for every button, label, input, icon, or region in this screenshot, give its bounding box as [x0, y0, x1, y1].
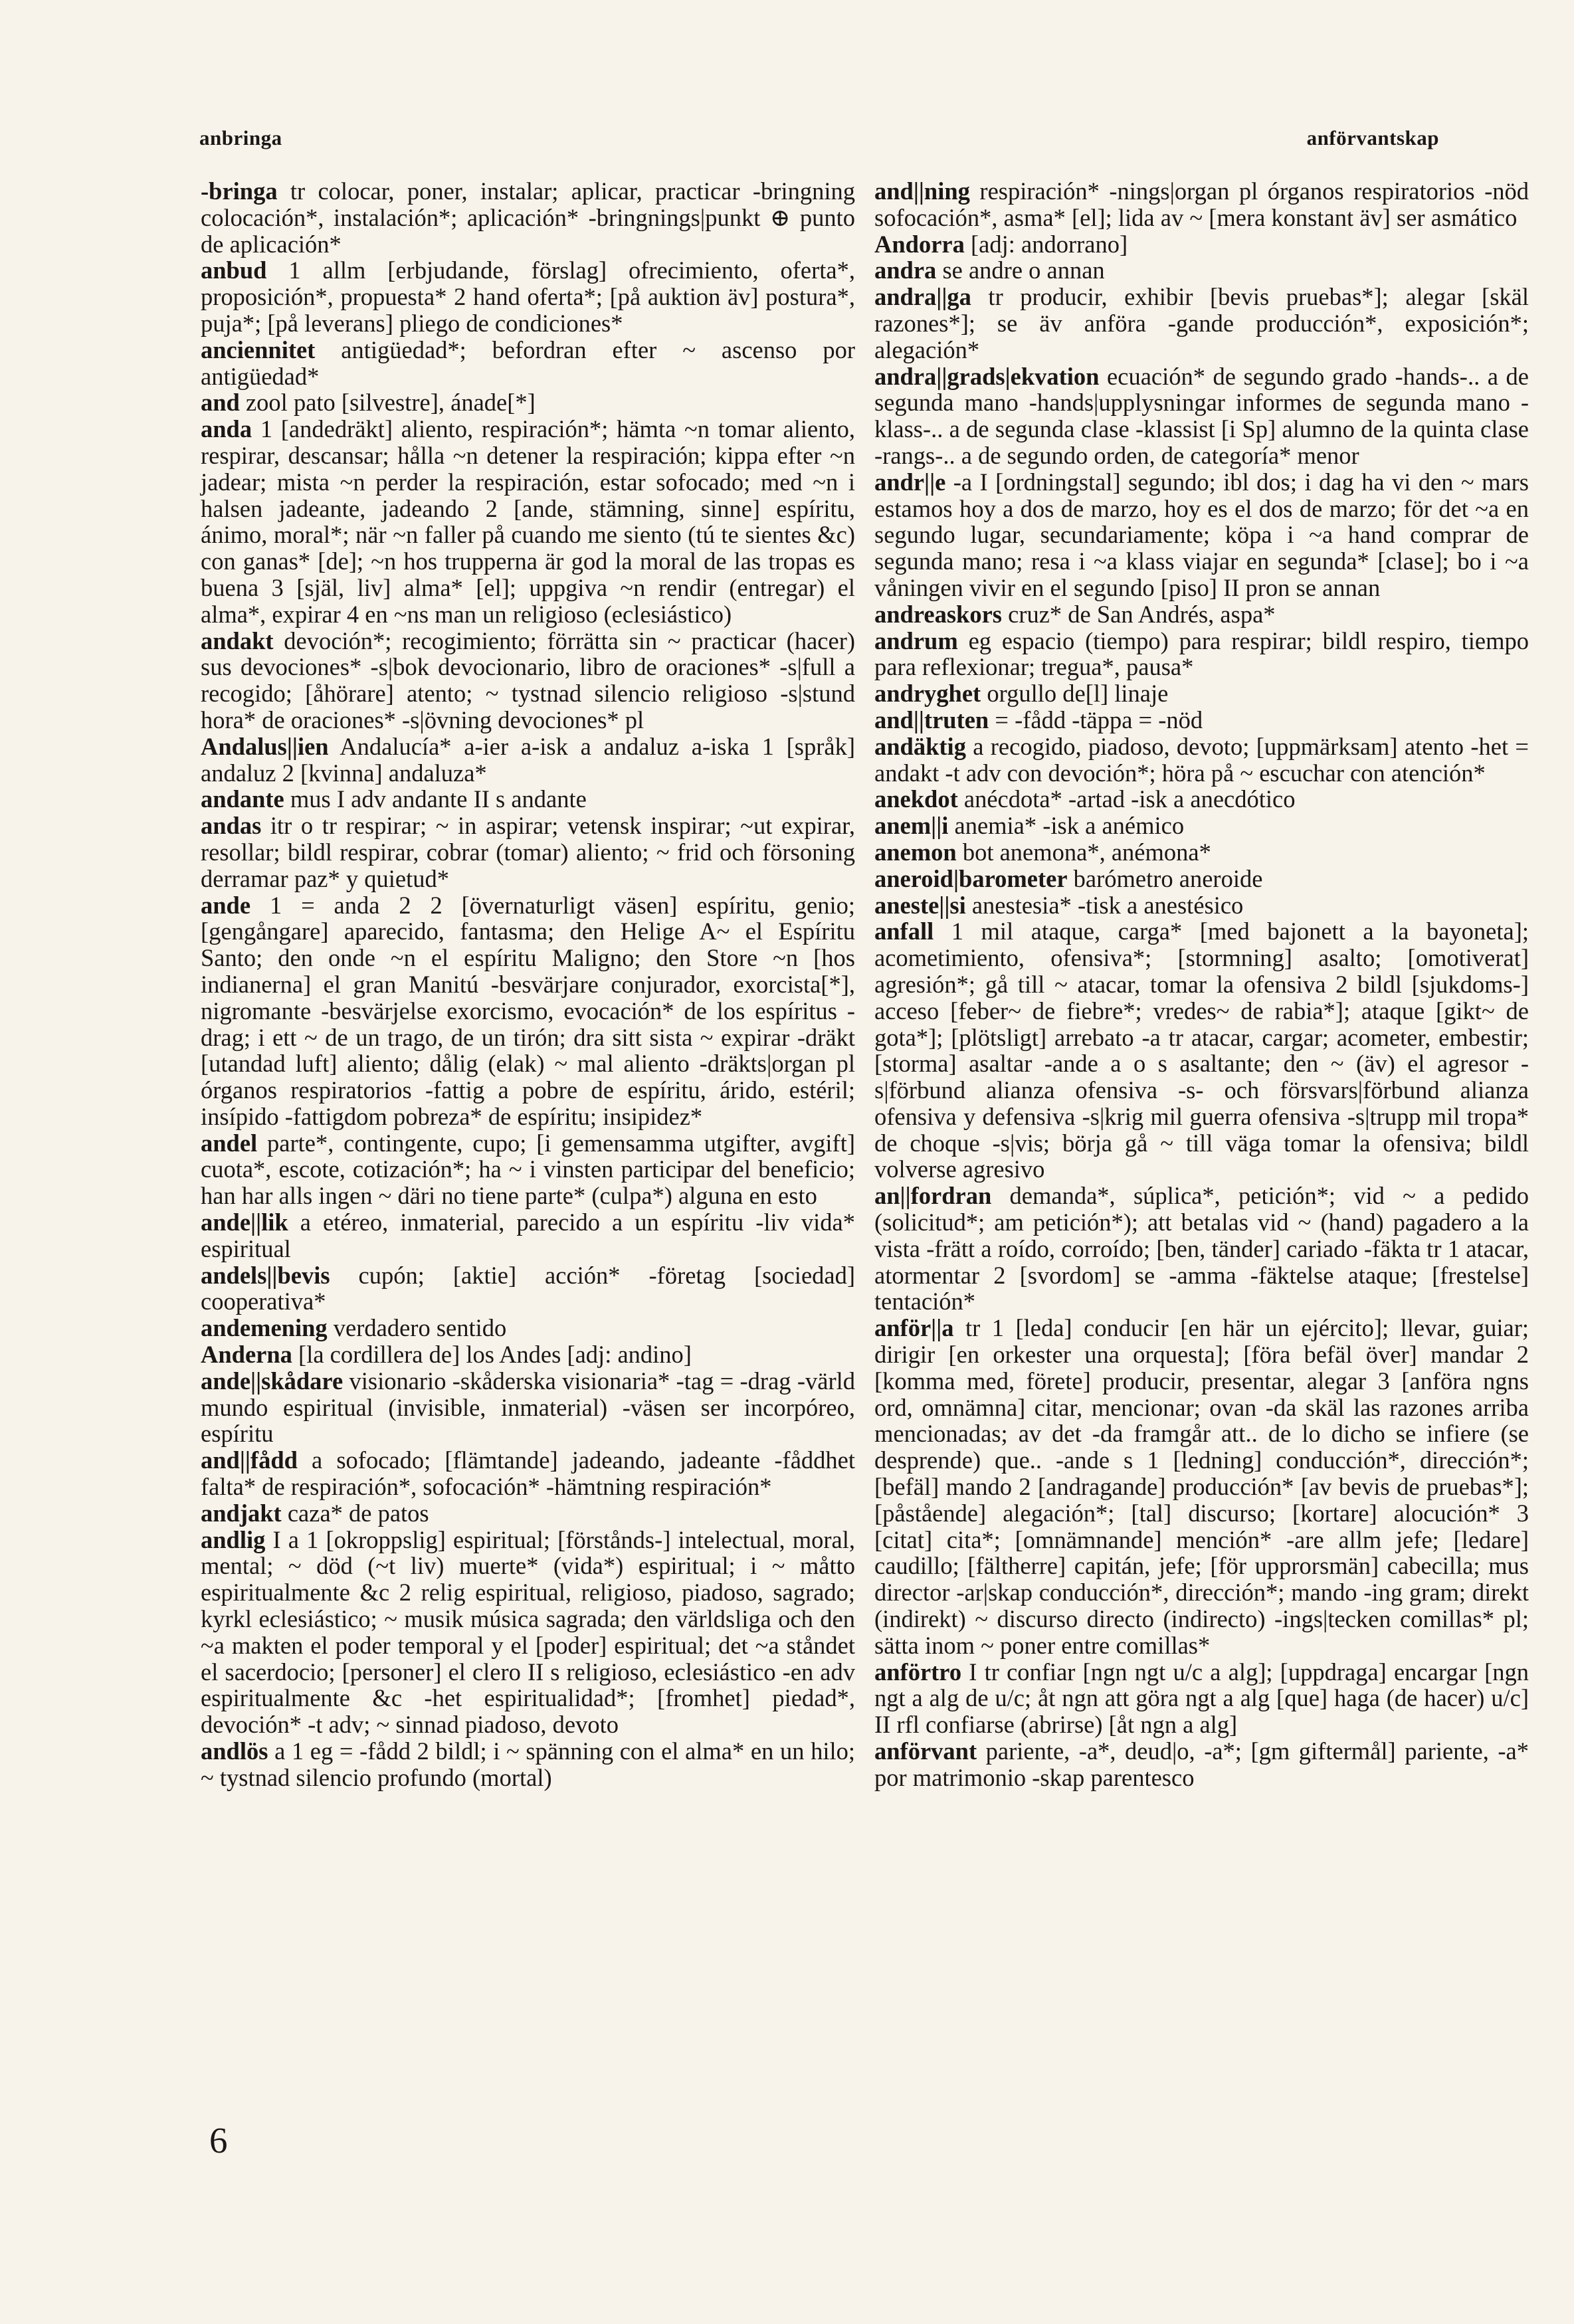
dictionary-entry [201, 257, 855, 336]
entry-definition: eg espacio (tiempo) para respirar; bildl respiro, tiempo para reflexionar; tregua*, pausa* [874, 627, 1529, 681]
entry-definition: cruz* de San Andrés, aspa* [1002, 600, 1276, 628]
entry-definition: parte*, contingente, cupo; [i gemensamma utgifter, avgift] cuota*, escote, cotización*; ha ~ i vinsten participar del beneficio; han har alls ingen ~ däri no tiene parte* (culpa*) alguna en esto [201, 1129, 855, 1210]
entry-headword: andakt [201, 627, 274, 654]
dictionary-entry [201, 1209, 855, 1262]
entry-headword: andäktig [874, 732, 966, 760]
entry-definition: a recogido, piadoso, devoto; [uppmärksam] atento -het = andakt -t adv con devoción*; höra på ~ escuchar con atención* [874, 732, 1529, 787]
entry-definition: visionario -skåderska visionaria* -tag = -drag -värld mundo espiritual (invisible, inmaterial) -väsen ser incorpóreo, espíritu [201, 1367, 855, 1448]
entry-definition: pariente, -a*, deud|o, -a*; [gm giftermål] pariente, -a* por matrimonio -skap parentesco [874, 1737, 1529, 1791]
entry-headword: Andalus||ien [201, 732, 329, 760]
entry-headword: andjakt [201, 1499, 282, 1527]
dictionary-entry [201, 389, 855, 416]
running-head-left: anbringa [199, 126, 282, 149]
entry-definition: 1 = anda 2 2 [övernaturligt väsen] espíritu, genio; [gengångare] aparecido, fantasma; den Helige A~ el Espíritu Santo; den onde ~n el espíritu Maligno; den Store ~n [hos indianerna] el gran Manitú -besvärjare conjurador, exorcista[*], nigromante -besvärjelse exorcismo, evocación* de los espíritus -drag; i ett ~ de un trago, de un tirón; dra sitt sista ~ expirar -dräkt [utandad luft] aliento; dålig (elak) ~ mal aliento -dräkts|organ pl órganos respiratorios -fattig a pobre de espíritu, árido, estéril; insípido -fattigdom pobreza* de espíritu; insipidez* [201, 891, 855, 1130]
entry-headword: andreaskors [874, 600, 1002, 628]
entry-definition: a 1 eg = -fådd 2 bildl; i ~ spänning con el alma* en un hilo; ~ tystnad silencio profundo (mortal) [201, 1737, 855, 1791]
dictionary-entry [201, 628, 855, 733]
page-number: 6 [209, 2120, 228, 2161]
entry-headword: anför||a [874, 1314, 954, 1342]
dictionary-entry [874, 257, 1529, 284]
entry-definition: verdadero sentido [327, 1314, 507, 1342]
entry-headword: and||ning [874, 177, 970, 205]
dictionary-entry [874, 363, 1529, 469]
dictionary-entry [874, 284, 1529, 363]
entry-definition: anestesia* -tisk a anestésico [965, 891, 1244, 919]
entry-headword: ande||skådare [201, 1367, 344, 1395]
entry-definition: ecuación* de segundo grado -hands-.. a de segunda mano -hands|upplysningar informes de segunda mano -klass-.. a de segunda clase -klassist [i Sp] alumno de la quinta clase -rangs-.. a de segundo orden, de categoría* menor [874, 362, 1529, 469]
dictionary-entry [874, 1315, 1529, 1658]
entry-headword: andante [201, 785, 284, 813]
dictionary-entry [201, 733, 855, 787]
dictionary-entry [874, 1183, 1529, 1315]
dictionary-column-right [874, 178, 1529, 1791]
dictionary-entry [201, 1341, 855, 1368]
entry-definition: barómetro aneroide [1067, 864, 1263, 892]
entry-headword: andra||ga [874, 283, 971, 311]
entry-headword: aneste||si [874, 891, 966, 919]
dictionary-entry [874, 918, 1529, 1183]
entry-definition: a sofocado; [flämtande] jadeando, jadeante -fåddhet falta* de respiración*, sofocación* -hämtning respiración* [201, 1446, 855, 1501]
entry-definition: [la cordillera de] los Andes [adj: andino] [292, 1341, 692, 1369]
dictionary-entry [201, 178, 855, 257]
entry-definition: bot anemona*, anémona* [956, 838, 1211, 866]
dictionary-entry [201, 786, 855, 813]
entry-definition: tr 1 [leda] conducir [en här un ejército]; llevar, guiar; dirigir [en orkester una orquesta]; [föra befäl över] mandar 2 [komma med, förete] producir, presentar, alegar 3 [anföra ngns ord, omnämna] citar, mencionar; ovan -da skäl las razones arriba mencionadas; av det -da framgår att.. de lo dicho se infiere (se desprende) que.. -ande s 1 [ledning] conducción*, dirección*; [befäl] mando 2 [andragande] producción* [av bevis de pruebas*]; [påstående] alegación*; [tal] discurso; [kortare] alocución* 3 [citat] cita*; [omnämnande] mención* -are allm jefe; [ledare] caudillo; [fältherre] capitán, jefe; [för upprorsmän] cabecilla; mus director -ar|skap conducción*, dirección*; mando -ing gram; direkt (indirekt) ~ discurso directo (indirecto) -ings|tecken comillas* pl; sätta inom ~ poner entre comillas* [874, 1314, 1529, 1659]
entry-headword: anciennitet [201, 336, 316, 363]
entry-headword: anförvant [874, 1737, 977, 1765]
dictionary-entry [201, 813, 855, 892]
entry-definition: devoción*; recogimiento; förrätta sin ~ practicar (hacer) sus devociones* -s|bok devocionario, libro de oraciones* -s|full a recogido; [åhörare] atento; ~ tystnad silencio religioso -s|stund hora* de oraciones* -s|övning devociones* pl [201, 627, 855, 733]
dictionary-entry [874, 178, 1529, 231]
entry-headword: and||truten [874, 706, 989, 733]
entry-definition: mus I adv andante II s andante [284, 785, 587, 813]
dictionary-entry [874, 628, 1529, 681]
entry-headword: andlös [201, 1737, 268, 1765]
entry-definition: 1 [andedräkt] aliento, respiración*; hämta ~n tomar aliento, respirar, descansar; hålla ~n detener la respiración; kippa efter ~n jadear; mista ~n perder la respiración, estar sofocado; med ~n i halsen jadeante, jadeando 2 [ande, stämning, sinne] espíritu, ánimo, moral*; när ~n faller på cuando me siento (tú te sientes &c) con ganas* [de]; ~n hos trupperna är god la moral de las tropas es buena 3 [själ, liv] alma* [el]; uppgiva ~n rendir (entregar) el alma*, expirar 4 en ~ns man un religioso (eclesiástico) [201, 415, 855, 628]
entry-headword: andlig [201, 1525, 266, 1553]
entry-definition: a etéreo, inmaterial, parecido a un espíritu -liv vida* espiritual [201, 1209, 855, 1262]
entry-headword: -bringa [201, 177, 278, 205]
entry-headword: andr||e [874, 468, 946, 496]
dictionary-entry [201, 1447, 855, 1500]
dictionary-entry [874, 707, 1529, 733]
entry-definition: anemia* -isk a anémico [948, 812, 1185, 840]
entry-definition: anécdota* -artad -isk a anecdótico [957, 785, 1296, 813]
entry-headword: anda [201, 415, 252, 443]
dictionary-entry [874, 786, 1529, 813]
dictionary-entry [201, 1738, 855, 1791]
entry-headword: Anderna [201, 1341, 292, 1369]
entry-definition: tr producir, exhibir [bevis pruebas*]; alegar [skäl razones*]; se äv anföra -gande producción*, exposición*; alegación* [874, 283, 1529, 363]
dictionary-column-left [201, 178, 855, 1791]
entry-definition: tr colocar, poner, instalar; aplicar, practicar -bringning colocación*, instalación*; aplicación* -bringnings|punkt ⊕ punto de aplicación* [201, 177, 855, 258]
running-head-right: anförvantskap [1306, 126, 1439, 149]
entry-definition: se andre o annan [936, 256, 1105, 284]
entry-headword: anemon [874, 838, 957, 866]
entry-headword: anbud [201, 256, 267, 284]
dictionary-entry [201, 337, 855, 390]
dictionary-entry [201, 1262, 855, 1315]
dictionary-entry [874, 839, 1529, 866]
entry-headword: Andorra [874, 230, 965, 258]
entry-definition: 1 allm [erbjudande, förslag] ofrecimiento, oferta*, proposición*, propuesta* 2 hand oferta*; [på auktion äv] postura*, puja*; [på leverans] pliego de condiciones* [201, 256, 855, 337]
entry-definition: antigüedad*; befordran efter ~ ascenso por antigüedad* [201, 336, 855, 390]
entry-headword: aneroid|barometer [874, 864, 1068, 892]
entry-headword: andra [874, 256, 937, 284]
dictionary-entry [874, 469, 1529, 601]
entry-definition: [adj: andorrano] [964, 230, 1128, 258]
entry-headword: andel [201, 1129, 258, 1157]
entry-definition: orgullo de[l] linaje [981, 680, 1169, 708]
entry-definition: itr o tr respirar; ~ in aspirar; vetensk inspirar; ~ut expirar, resollar; bildl respirar, cobrar (tomar) aliento; ~ frid och försoning derramar paz* y quietud* [201, 812, 855, 892]
entry-headword: anförtro [874, 1658, 962, 1686]
entry-definition: I a 1 [okroppslig] espiritual; [förstånds-] intelectual, moral, mental; ~ död (~t liv) muerte* (vida*) espiritual; i ~ måtto espiritualmente &c 2 relig espiritual, religioso, piadoso, sagrado; kyrkl eclesiástico; ~ musik música sagrada; den världsliga och den ~a makten el poder temporal y el [poder] espiritual; det ~a ståndet el sacerdocio; [personer] el clero II s religioso, eclesiástico -en adv espiritualmente &c -het espiritualidad*; [fromhet] piedad*, devoción* -t adv; ~ sinnad piadoso, devoto [201, 1525, 855, 1739]
dictionary-entry [201, 1368, 855, 1447]
entry-definition: caza* de patos [281, 1499, 429, 1527]
entry-headword: andryghet [874, 680, 981, 708]
entry-definition: 1 mil ataque, carga* [med bajonett a la bayoneta]; acometimiento, ofensiva*; [stormning] asalto; [omotiverat] agresión*; gå till ~ atacar, tomar la ofensiva 2 bildl [sjukdoms-] acceso [feber~ de fiebre*; vredes~ de rabia*]; ataque [gikt~ de gota*]; [plötsligt] arrebato -a tr atacar, cargar; acometer, embestir; [storma] asaltar -ande a o s asaltante; den ~ (äv) el agresor -s|förbund alianza ofensiva -s- och försvars|förbund alianza ofensiva y defensiva -s|krig mil guerra ofensiva -s|trupp mil tropa* de choque -s|vis; börja gå ~ till väga tomar la ofensiva; bildl volverse agresivo [874, 918, 1529, 1183]
entry-definition: respiración* -nings|organ pl órganos respiratorios -nöd sofocación*, asma* [el]; lida av ~ [mera konstant äv] ser asmático [874, 177, 1529, 231]
entry-headword: andra||grads|ekvation [874, 362, 1100, 390]
entry-definition: I tr confiar [ngn ngt u/c a alg]; [uppdraga] encargar [ngn ngt a alg de u/c; åt ngn att göra ngt a alg [que] haga (de hacer) u/c] II rfl confiarse (abrirse) [åt ngn a alg] [874, 1658, 1529, 1739]
entry-headword: an||fordran [874, 1182, 992, 1210]
entry-headword: andas [201, 812, 262, 840]
entry-definition: demanda*, súplica*, petición*; vid ~ a pedido (solicitud*; am petición*); att betalas vid ~ (hand) pagadero a la vista -frätt a roído, corroído; [ben, tänder] cariado -fäkta tr 1 atacar, atormentar 2 [svordom] se -amma -fäktelse ataque; [frestelse] tentación* [874, 1182, 1529, 1315]
entry-headword: and [201, 389, 240, 417]
entry-definition: = -fådd -täppa = -nöd [989, 706, 1203, 733]
entry-definition: Andalucía* a-ier a-isk a andaluz a-iska 1 [språk] andaluz 2 [kvinna] andaluza* [201, 732, 855, 787]
dictionary-entry [874, 866, 1529, 892]
entry-headword: andels||bevis [201, 1261, 330, 1289]
entry-headword: ande||lik [201, 1209, 288, 1236]
dictionary-entry [201, 1500, 855, 1527]
entry-definition: cupón; [aktie] acción* -företag [sociedad] cooperativa* [201, 1261, 855, 1315]
dictionary-entry [201, 892, 855, 1130]
entry-headword: andemening [201, 1314, 328, 1342]
dictionary-entry [874, 813, 1529, 839]
entry-definition: zool pato [silvestre], ánade[*] [239, 389, 536, 417]
dictionary-entry [201, 416, 855, 627]
dictionary-entry [874, 892, 1529, 919]
entry-headword: anem||i [874, 812, 949, 840]
dictionary-entry [201, 1315, 855, 1341]
dictionary-entry [874, 601, 1529, 628]
dictionary-entry [874, 231, 1529, 258]
dictionary-entry [874, 680, 1529, 707]
dictionary-entry [874, 1738, 1529, 1791]
dictionary-entry [874, 1659, 1529, 1738]
entry-definition: -a I [ordningstal] segundo; ibl dos; i dag ha vi den ~ mars estamos hoy a dos de marzo, hoy es el dos de marzo; för det ~a en segundo lugar, secundariamente; köpa i ~a hand comprar de segunda mano; resa i ~a klass viajar en segunda* [clase]; bo i ~a våningen vivir en el segundo [piso] II pron se annan [874, 468, 1529, 601]
dictionary-entry [201, 1527, 855, 1738]
dictionary-entry [201, 1130, 855, 1209]
entry-headword: anekdot [874, 785, 958, 813]
entry-headword: ande [201, 891, 251, 919]
entry-headword: anfall [874, 918, 934, 945]
entry-headword: andrum [874, 627, 958, 654]
dictionary-entry [874, 733, 1529, 787]
entry-headword: and||fådd [201, 1446, 298, 1474]
